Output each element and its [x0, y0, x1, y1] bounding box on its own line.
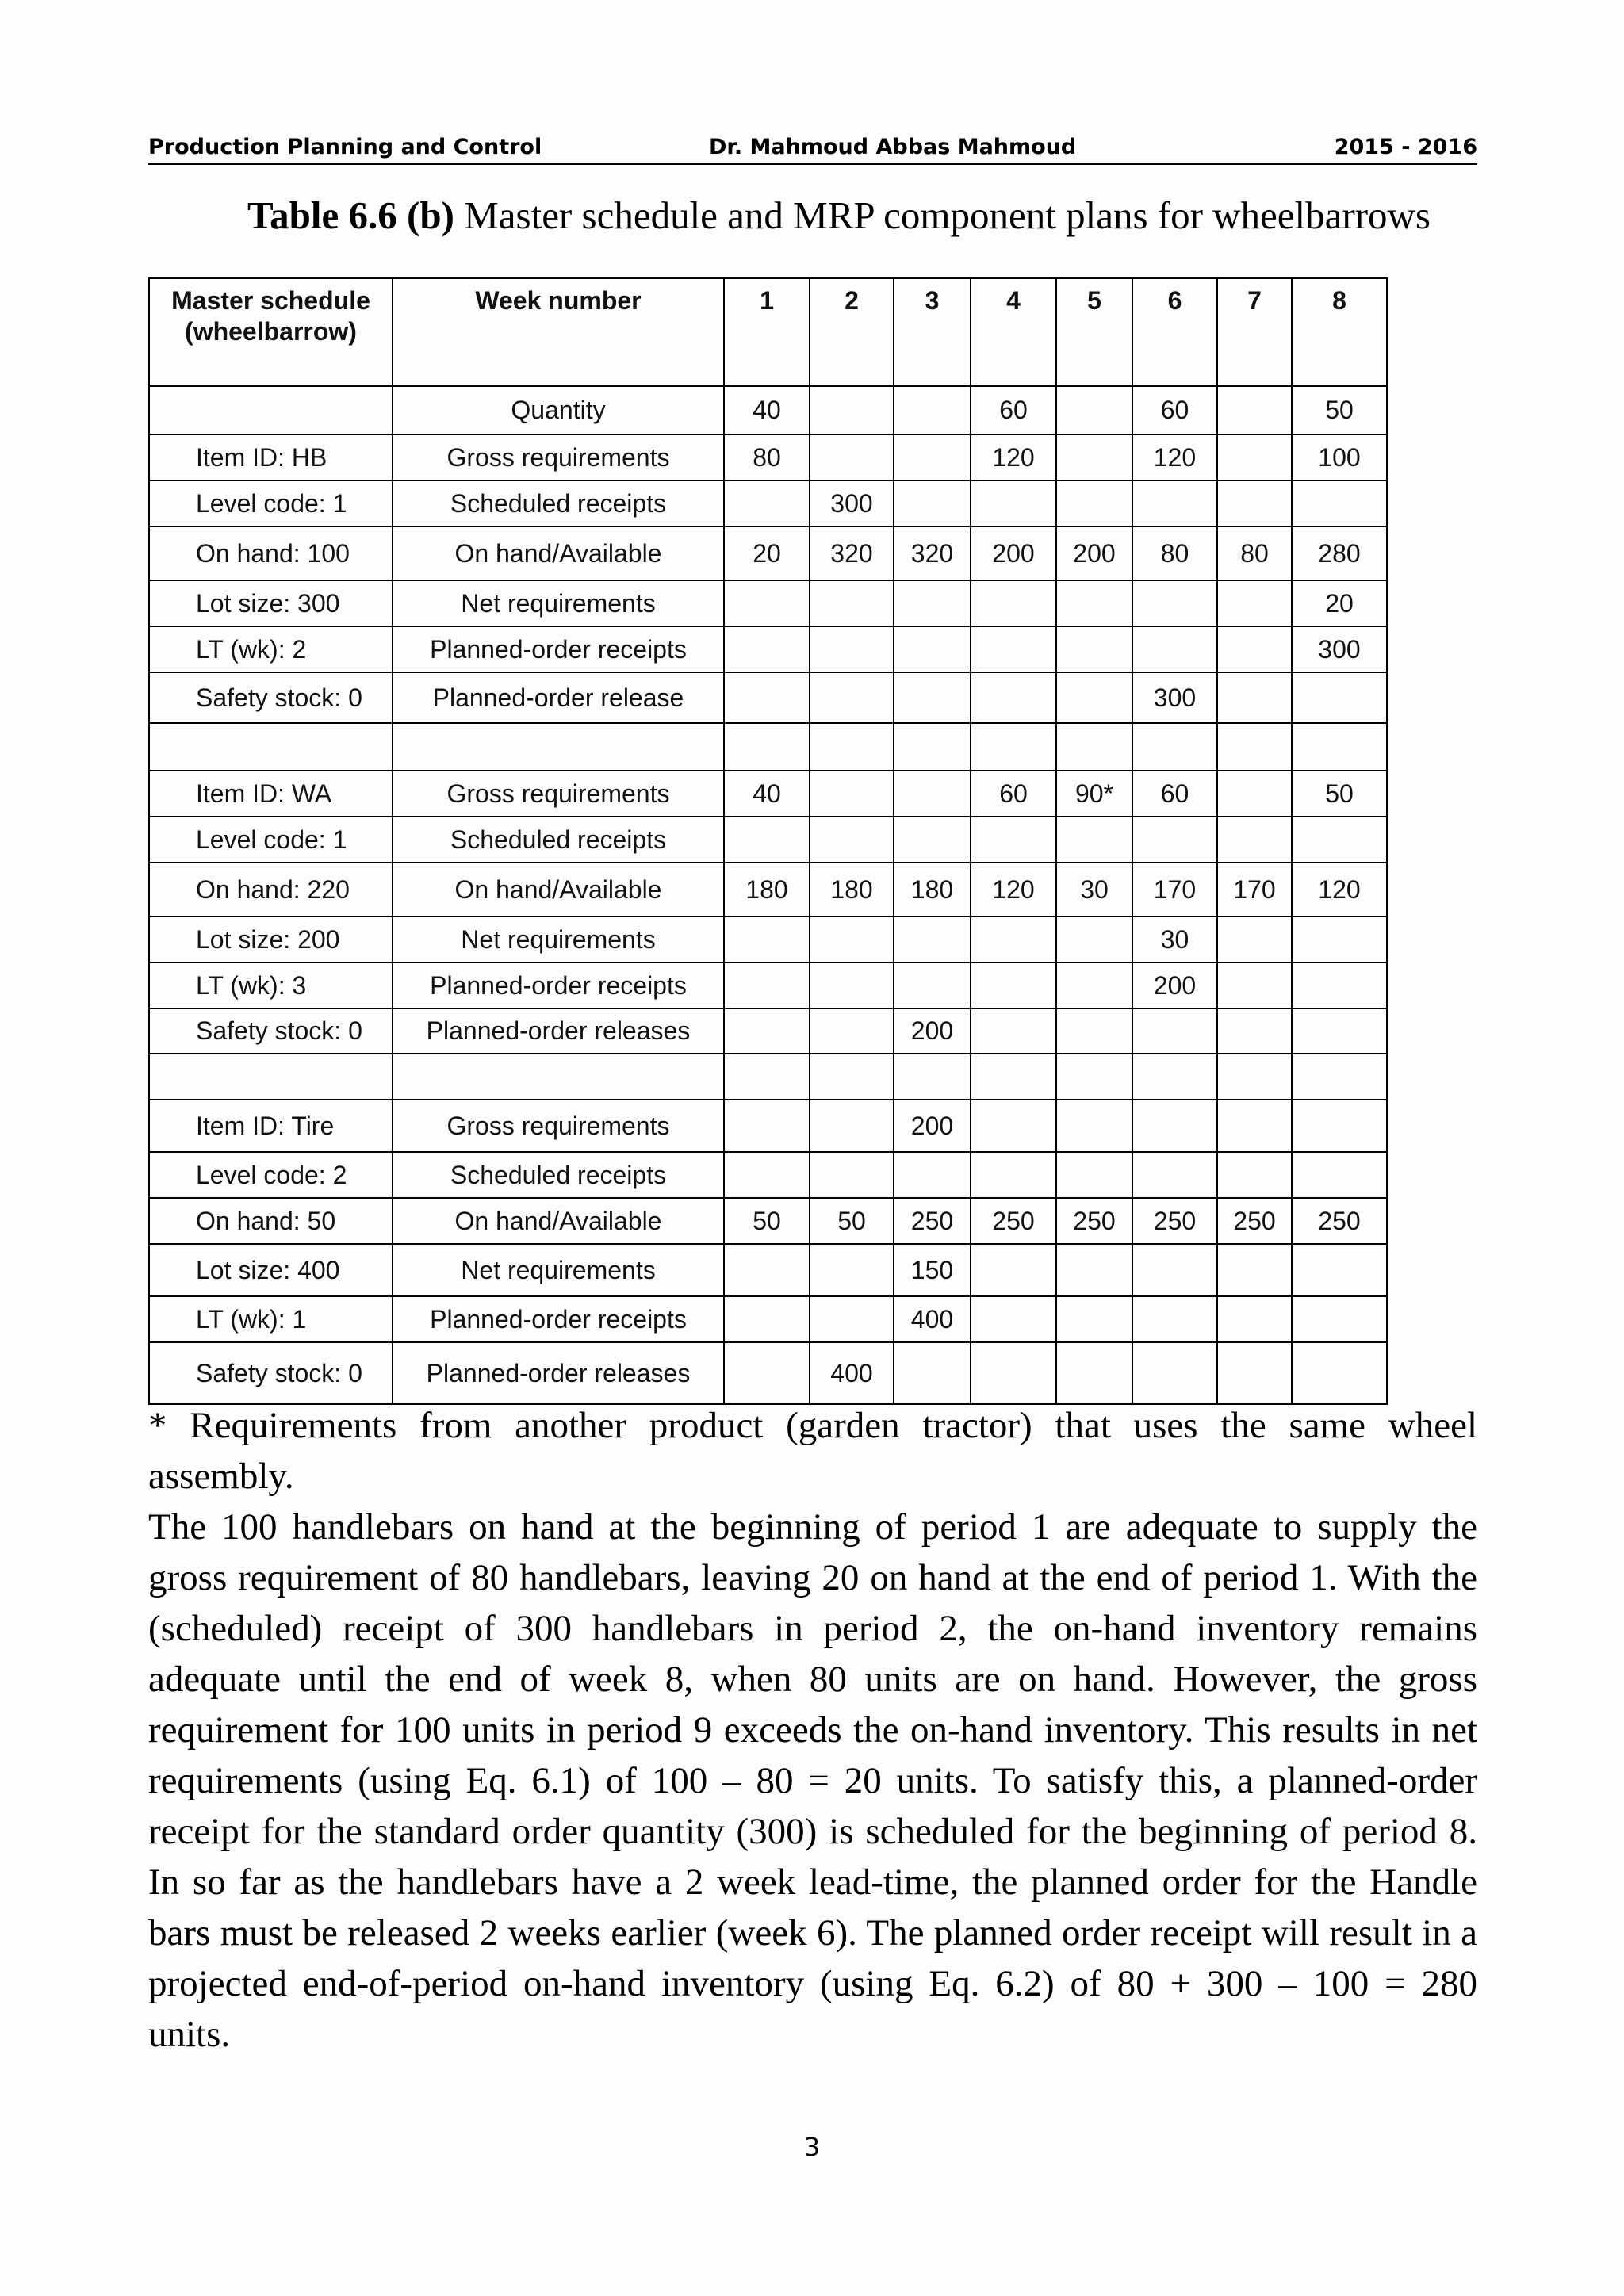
table-row: [149, 1342, 1387, 1404]
value-cell: [971, 1244, 1056, 1296]
table-row: [149, 863, 1387, 916]
row-label: Planned-order receipts: [393, 962, 724, 1008]
value-cell: 250: [894, 1198, 971, 1244]
value-cell: [894, 386, 971, 434]
value-cell: [810, 771, 894, 817]
empty-cell: [1056, 1054, 1132, 1100]
value-cell: [1056, 916, 1132, 962]
value-cell: [1217, 580, 1292, 626]
value-cell: [1056, 580, 1132, 626]
item-attribute: Lot size: 300: [149, 580, 393, 626]
value-cell: [1132, 1100, 1217, 1152]
value-cell: [971, 1342, 1056, 1404]
value-cell: 80: [1217, 526, 1292, 580]
table-row: [149, 526, 1387, 580]
value-cell: 80: [724, 434, 810, 480]
table-row: [149, 817, 1387, 863]
empty-cell: [894, 723, 971, 771]
value-cell: [1217, 1008, 1292, 1054]
table-row: [149, 580, 1387, 626]
value-cell: [1217, 386, 1292, 434]
item-attribute: Item ID: HB: [149, 434, 393, 480]
page-number: 3: [803, 2132, 821, 2162]
value-cell: [724, 817, 810, 863]
value-cell: [1056, 817, 1132, 863]
item-attribute: Safety stock: 0: [149, 1342, 393, 1404]
value-cell: [971, 1152, 1056, 1198]
table-row: [149, 1198, 1387, 1244]
table-row: [149, 626, 1387, 672]
value-cell: [1292, 1342, 1387, 1404]
value-cell: 150: [894, 1244, 971, 1296]
empty-cell: [1132, 1054, 1217, 1100]
value-cell: 120: [1292, 863, 1387, 916]
value-cell: [1132, 1244, 1217, 1296]
value-cell: [971, 1008, 1056, 1054]
value-cell: [894, 480, 971, 526]
value-cell: 120: [1132, 434, 1217, 480]
header-academic-year: 2015 - 2016: [1334, 135, 1477, 159]
value-cell: [1217, 672, 1292, 723]
spacer-row: [149, 1054, 1387, 1100]
value-cell: 20: [1292, 580, 1387, 626]
item-attribute: LT (wk): 1: [149, 1296, 393, 1342]
value-cell: 200: [894, 1100, 971, 1152]
value-cell: [1292, 1100, 1387, 1152]
value-cell: [1056, 386, 1132, 434]
table-row: [149, 962, 1387, 1008]
value-cell: [1217, 817, 1292, 863]
value-cell: [724, 1296, 810, 1342]
empty-cell: [810, 1054, 894, 1100]
value-cell: 80: [1132, 526, 1217, 580]
table-caption: [247, 193, 1500, 238]
value-cell: [894, 1342, 971, 1404]
quantity-row: [149, 386, 1387, 434]
value-cell: [1217, 1244, 1292, 1296]
value-cell: 250: [1292, 1198, 1387, 1244]
table-row: [149, 434, 1387, 480]
row-label: On hand/Available: [393, 863, 724, 916]
row-label: On hand/Available: [393, 1198, 724, 1244]
value-cell: [971, 672, 1056, 723]
value-cell: [1217, 1296, 1292, 1342]
value-cell: [724, 1152, 810, 1198]
table-row: [149, 1008, 1387, 1054]
value-cell: [971, 480, 1056, 526]
row-label: Scheduled receipts: [393, 1152, 724, 1198]
value-cell: [724, 626, 810, 672]
empty-cell: [894, 1054, 971, 1100]
empty-cell: [971, 723, 1056, 771]
value-cell: [971, 1296, 1056, 1342]
value-cell: 200: [1056, 526, 1132, 580]
value-cell: 170: [1217, 863, 1292, 916]
value-cell: 50: [1292, 386, 1387, 434]
value-cell: [724, 480, 810, 526]
value-cell: 320: [810, 526, 894, 580]
value-cell: [894, 817, 971, 863]
value-cell: 30: [1056, 863, 1132, 916]
value-cell: 180: [810, 863, 894, 916]
empty-cell: [1056, 723, 1132, 771]
table-footnote: * Requirements from another product (garden tractor) that uses the same wheel assembly.: [148, 1405, 1477, 1497]
value-cell: [1292, 1296, 1387, 1342]
running-header: [148, 130, 1477, 165]
value-cell: [1132, 1008, 1217, 1054]
empty-cell: [724, 1054, 810, 1100]
value-cell: [810, 386, 894, 434]
value-cell: [1217, 480, 1292, 526]
value-cell: 200: [1132, 962, 1217, 1008]
item-attribute: Level code: 2: [149, 1152, 393, 1198]
row-label: On hand/Available: [393, 526, 724, 580]
value-cell: [810, 1008, 894, 1054]
week-header: 1: [724, 278, 810, 386]
value-cell: 50: [724, 1198, 810, 1244]
mrp-table: [148, 277, 1388, 1405]
value-cell: 180: [894, 863, 971, 916]
table-caption-label: Table 6.6 (b): [247, 193, 454, 237]
value-cell: 60: [1132, 771, 1217, 817]
item-attribute: Level code: 1: [149, 817, 393, 863]
value-cell: [1217, 1342, 1292, 1404]
row-label: Net requirements: [393, 580, 724, 626]
value-cell: 120: [971, 863, 1056, 916]
value-cell: [1217, 771, 1292, 817]
value-cell: [1056, 1342, 1132, 1404]
value-cell: 400: [894, 1296, 971, 1342]
item-attribute: Item ID: WA: [149, 771, 393, 817]
week-header: 3: [894, 278, 971, 386]
value-cell: [724, 672, 810, 723]
item-attribute: Lot size: 200: [149, 916, 393, 962]
value-cell: [1132, 1342, 1217, 1404]
table-row: [149, 771, 1387, 817]
value-cell: [1217, 962, 1292, 1008]
value-cell: [1217, 1152, 1292, 1198]
value-cell: [724, 1100, 810, 1152]
value-cell: [724, 580, 810, 626]
value-cell: [1217, 626, 1292, 672]
value-cell: [894, 672, 971, 723]
empty-cell: [393, 723, 724, 771]
row-label: Net requirements: [393, 916, 724, 962]
value-cell: [894, 916, 971, 962]
value-cell: 100: [1292, 434, 1387, 480]
value-cell: [1132, 480, 1217, 526]
week-number-header: Week number: [393, 278, 724, 386]
value-cell: 90*: [1056, 771, 1132, 817]
value-cell: [810, 817, 894, 863]
item-attribute: Safety stock: 0: [149, 672, 393, 723]
value-cell: [810, 1244, 894, 1296]
value-cell: [894, 580, 971, 626]
empty-cell: [149, 1054, 393, 1100]
table-row: [149, 1296, 1387, 1342]
value-cell: [1132, 626, 1217, 672]
empty-cell: [1217, 723, 1292, 771]
value-cell: 300: [1292, 626, 1387, 672]
item-attribute: LT (wk): 3: [149, 962, 393, 1008]
value-cell: [1132, 1152, 1217, 1198]
value-cell: [1292, 1244, 1387, 1296]
value-cell: [971, 817, 1056, 863]
empty-cell: [971, 1054, 1056, 1100]
row-label: Planned-order releases: [393, 1008, 724, 1054]
value-cell: [1292, 962, 1387, 1008]
value-cell: 50: [1292, 771, 1387, 817]
value-cell: 40: [724, 771, 810, 817]
row-label: Planned-order receipts: [393, 1296, 724, 1342]
item-cell: [149, 386, 393, 434]
table-row: [149, 1244, 1387, 1296]
value-cell: 250: [1217, 1198, 1292, 1244]
value-cell: 400: [810, 1342, 894, 1404]
value-cell: 200: [894, 1008, 971, 1054]
empty-cell: [149, 723, 393, 771]
value-cell: [1056, 1244, 1132, 1296]
value-cell: [894, 626, 971, 672]
table-row: [149, 916, 1387, 962]
value-cell: [810, 1296, 894, 1342]
value-cell: 50: [810, 1198, 894, 1244]
value-cell: [1217, 916, 1292, 962]
value-cell: 250: [1132, 1198, 1217, 1244]
empty-cell: [1217, 1054, 1292, 1100]
value-cell: [810, 962, 894, 1008]
table-header-row: [149, 278, 1387, 386]
value-cell: 60: [971, 386, 1056, 434]
row-label: Gross requirements: [393, 1100, 724, 1152]
empty-cell: [1292, 1054, 1387, 1100]
table-row: [149, 1100, 1387, 1152]
item-attribute: On hand: 100: [149, 526, 393, 580]
value-cell: [971, 580, 1056, 626]
value-cell: [1056, 1152, 1132, 1198]
value-cell: [1056, 626, 1132, 672]
week-header: 2: [810, 278, 894, 386]
value-cell: [1056, 434, 1132, 480]
value-cell: [1056, 1008, 1132, 1054]
week-header: 6: [1132, 278, 1217, 386]
item-attribute: LT (wk): 2: [149, 626, 393, 672]
value-cell: [810, 580, 894, 626]
table-row: [149, 480, 1387, 526]
value-cell: 200: [971, 526, 1056, 580]
value-cell: [724, 1008, 810, 1054]
value-cell: 180: [724, 863, 810, 916]
value-cell: 60: [971, 771, 1056, 817]
value-cell: [1056, 1296, 1132, 1342]
value-cell: [724, 1342, 810, 1404]
table-row: [149, 1152, 1387, 1198]
header-author: Dr. Mahmoud Abbas Mahmoud: [709, 135, 1077, 159]
value-cell: 300: [810, 480, 894, 526]
value-cell: 170: [1132, 863, 1217, 916]
table-caption-text: Master schedule and MRP component plans for wheelbarrows: [454, 193, 1431, 237]
value-cell: [971, 626, 1056, 672]
value-cell: 250: [1056, 1198, 1132, 1244]
empty-cell: [810, 723, 894, 771]
value-cell: [971, 1100, 1056, 1152]
table-row: [149, 672, 1387, 723]
value-cell: [810, 1100, 894, 1152]
value-cell: 40: [724, 386, 810, 434]
empty-cell: [1292, 723, 1387, 771]
value-cell: [894, 962, 971, 1008]
item-attribute: Item ID: Tire: [149, 1100, 393, 1152]
item-attribute: On hand: 220: [149, 863, 393, 916]
value-cell: 30: [1132, 916, 1217, 962]
value-cell: [894, 434, 971, 480]
value-cell: [810, 626, 894, 672]
value-cell: [1056, 480, 1132, 526]
row-label: Gross requirements: [393, 434, 724, 480]
master-schedule-header: Master schedule (wheelbarrow): [149, 278, 393, 386]
value-cell: [1056, 1100, 1132, 1152]
value-cell: [810, 1152, 894, 1198]
empty-cell: [724, 723, 810, 771]
row-label: Scheduled receipts: [393, 480, 724, 526]
header-course-title: Production Planning and Control: [148, 135, 542, 159]
row-label: Planned-order receipts: [393, 626, 724, 672]
value-cell: [1292, 1152, 1387, 1198]
value-cell: 120: [971, 434, 1056, 480]
value-cell: [1132, 817, 1217, 863]
week-header: 7: [1217, 278, 1292, 386]
value-cell: 280: [1292, 526, 1387, 580]
value-cell: [1292, 480, 1387, 526]
row-label: Planned-order release: [393, 672, 724, 723]
value-cell: [724, 916, 810, 962]
empty-cell: [393, 1054, 724, 1100]
value-cell: [724, 1244, 810, 1296]
row-label: Planned-order releases: [393, 1342, 724, 1404]
value-cell: [1132, 580, 1217, 626]
value-cell: [1056, 672, 1132, 723]
value-cell: 60: [1132, 386, 1217, 434]
row-label: Scheduled receipts: [393, 817, 724, 863]
value-cell: [1292, 916, 1387, 962]
row-label: Quantity: [393, 386, 724, 434]
value-cell: [810, 672, 894, 723]
row-label: Gross requirements: [393, 771, 724, 817]
value-cell: [810, 916, 894, 962]
item-attribute: Lot size: 400: [149, 1244, 393, 1296]
value-cell: [1292, 672, 1387, 723]
item-attribute: Safety stock: 0: [149, 1008, 393, 1054]
item-attribute: On hand: 50: [149, 1198, 393, 1244]
week-header: 8: [1292, 278, 1387, 386]
value-cell: 320: [894, 526, 971, 580]
value-cell: 250: [971, 1198, 1056, 1244]
value-cell: [894, 771, 971, 817]
row-label: Net requirements: [393, 1244, 724, 1296]
value-cell: [1292, 817, 1387, 863]
week-header: 5: [1056, 278, 1132, 386]
value-cell: 20: [724, 526, 810, 580]
value-cell: [1292, 1008, 1387, 1054]
explanation-paragraph: The 100 handlebars on hand at the beginning of period 1 are adequate to supply the gross requirement of 80 handlebars, leaving 20 on hand at the end of period 1. With the (scheduled) receipt of 300 handlebars in period 2, the on-hand inventory remains adequate until the end of week 8, when 80 units are on hand. However, the gross requirement for 100 units in period 9 exceeds the on-hand inventory. This results in net requirements (using Eq. 6.1) of 100 – 80 = 20 units. To satisfy this, a planned-order receipt for the standard order quantity (300) is scheduled for the beginning of period 8. In so far as the handlebars have a 2 week lead-time, the planned order for the Handle bars must be released 2 weeks earlier (week 6). The planned order receipt will result in a projected end-of-period on-hand inventory (using Eq. 6.2) of 80 + 300 – 100 = 280 units.: [148, 1506, 1477, 2055]
item-attribute: Level code: 1: [149, 480, 393, 526]
value-cell: [894, 1152, 971, 1198]
empty-cell: [1132, 723, 1217, 771]
value-cell: [1132, 1296, 1217, 1342]
value-cell: [971, 916, 1056, 962]
spacer-row: [149, 723, 1387, 771]
value-cell: [810, 434, 894, 480]
value-cell: [1217, 434, 1292, 480]
week-header: 4: [971, 278, 1056, 386]
value-cell: [1217, 1100, 1292, 1152]
value-cell: [971, 962, 1056, 1008]
value-cell: [1056, 962, 1132, 1008]
value-cell: 300: [1132, 672, 1217, 723]
value-cell: [724, 962, 810, 1008]
